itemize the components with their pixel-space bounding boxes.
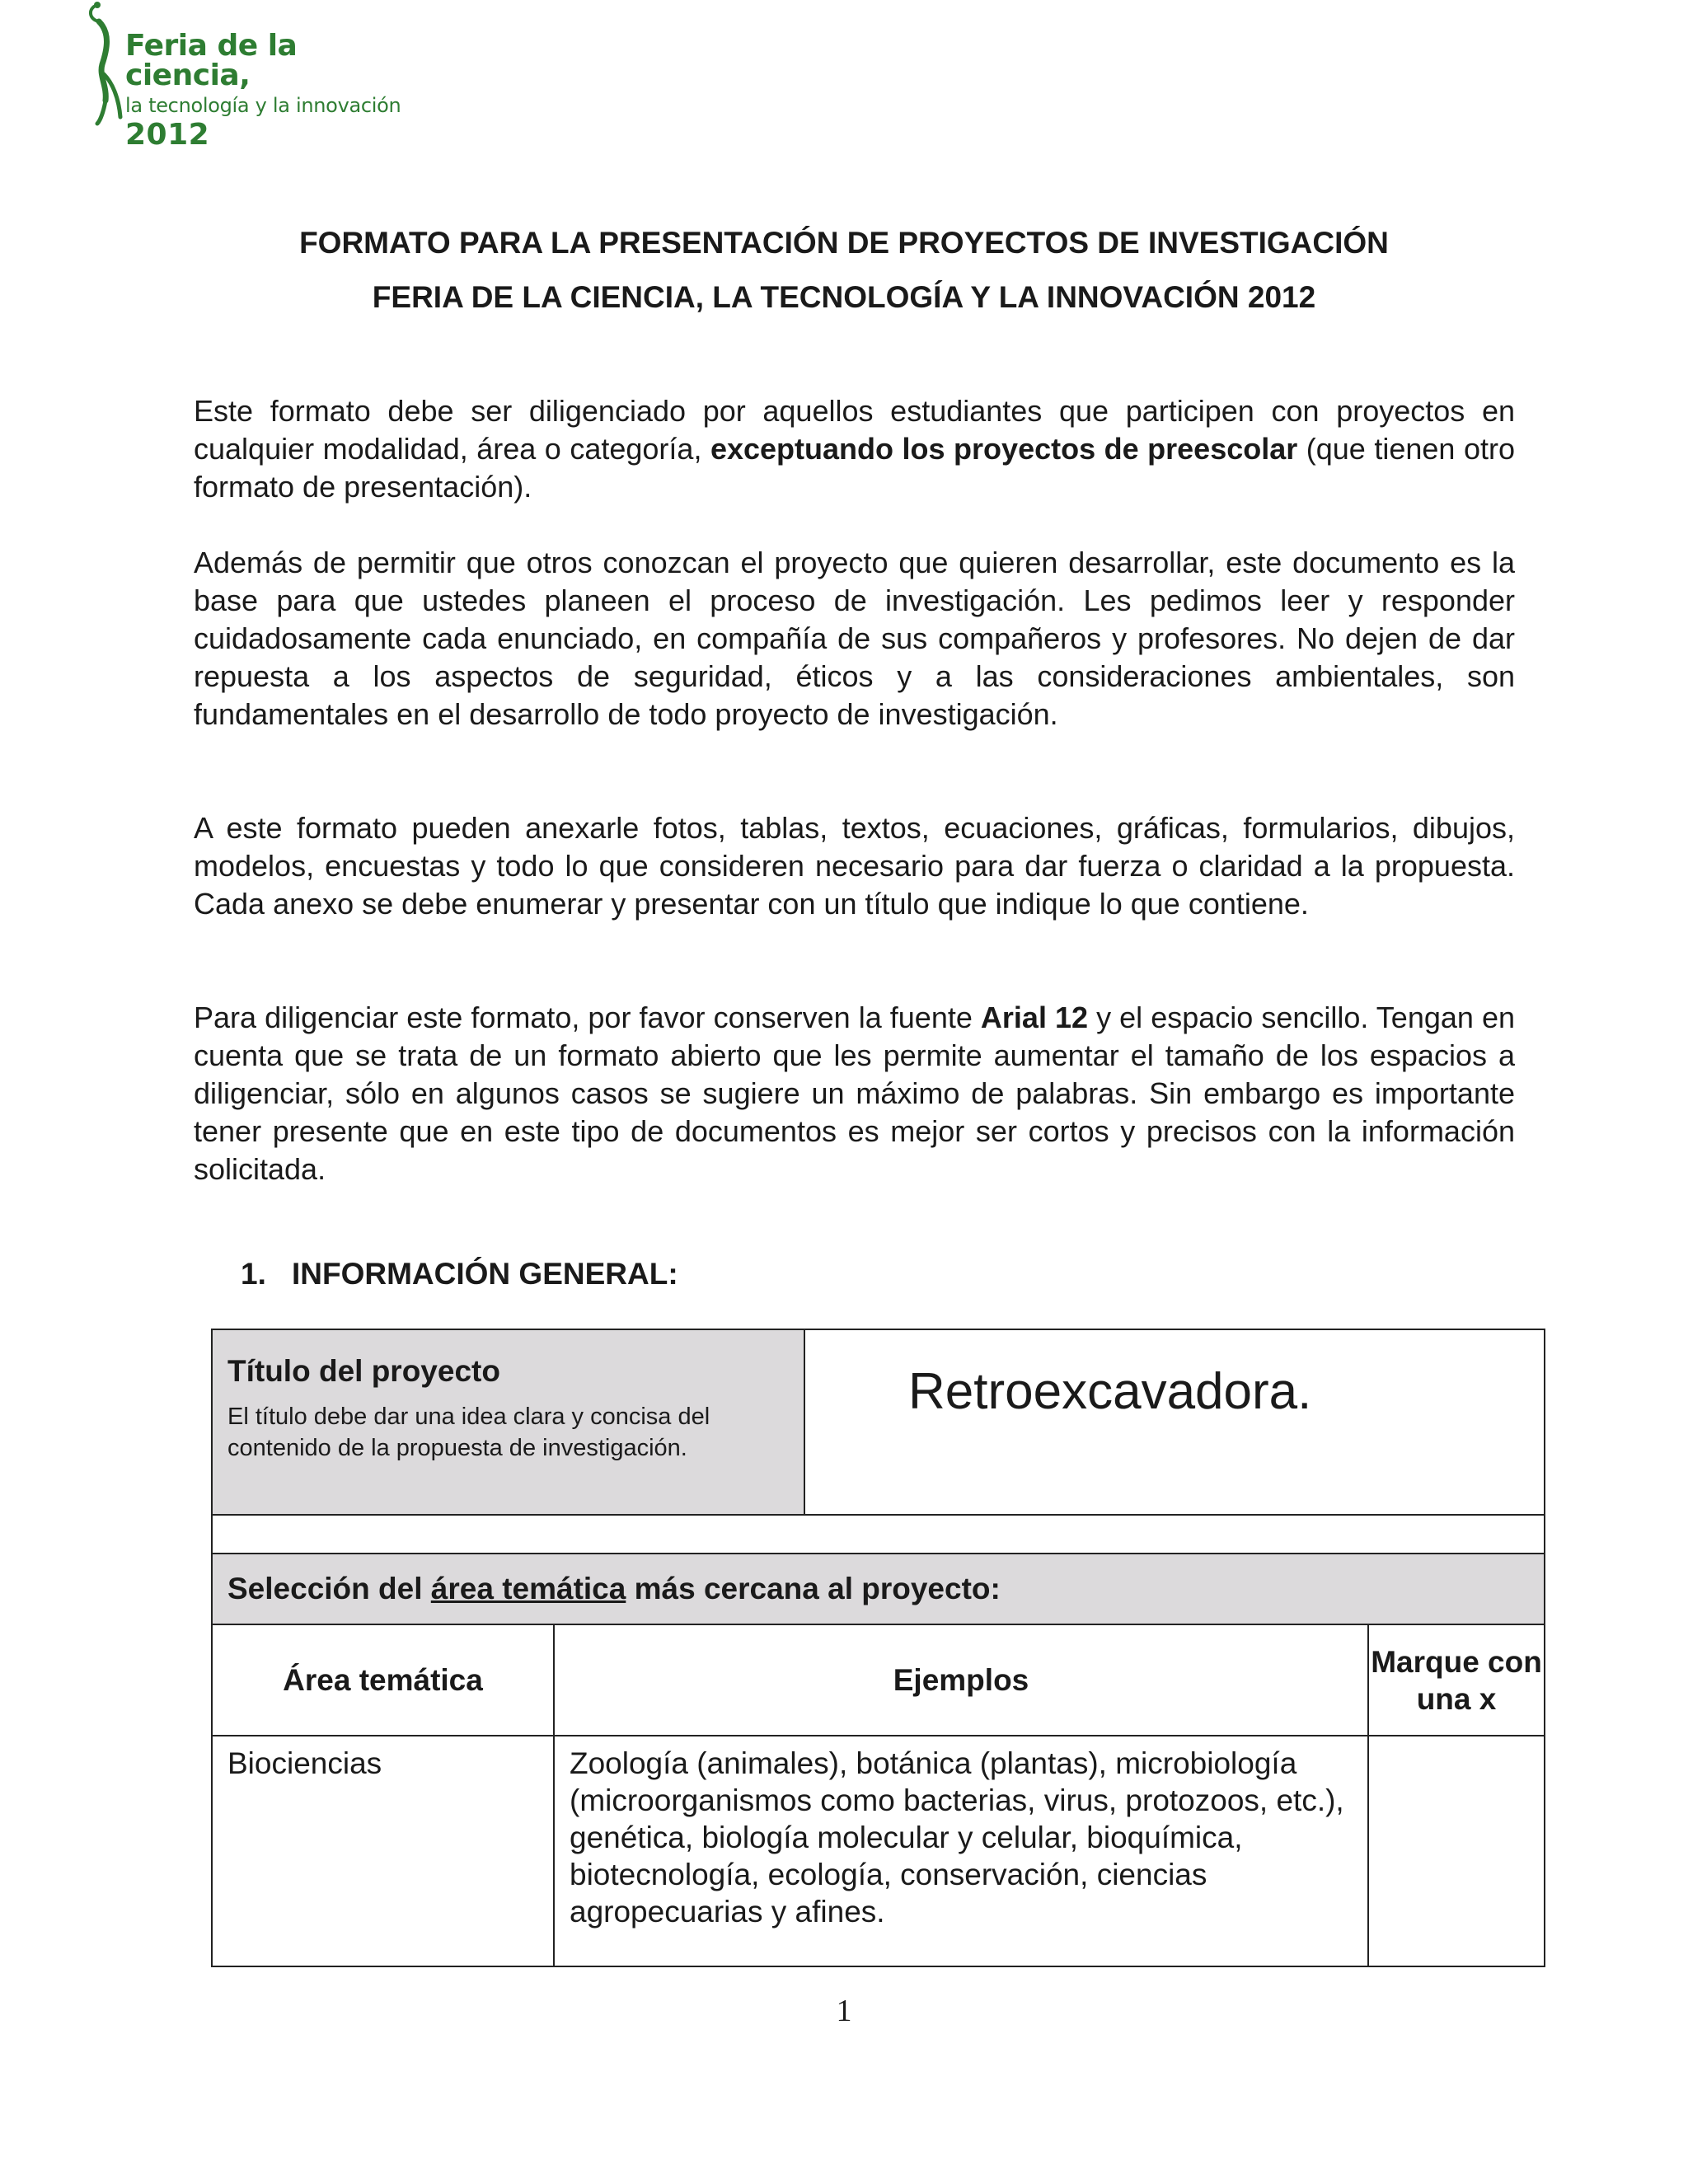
selection-text-end: más cercana al proyecto: [626, 1572, 1001, 1605]
title-line-2: FERIA DE LA CIENCIA, LA TECNOLOGÍA Y LA INNOVACIÓN 2012 [372, 280, 1316, 314]
general-info-table [211, 1329, 1545, 1967]
selection-underlined-text: área temática [430, 1572, 626, 1605]
fair-logo [82, 0, 429, 152]
p1-text-end: (que tienen otro formato de presentación). [194, 432, 1515, 504]
area-cell: Biociencias [212, 1736, 554, 1966]
document-title [0, 216, 1688, 325]
title-line-1: FORMATO PARA LA PRESENTACIÓN DE PROYECTOS DE INVESTIGACIÓN [299, 226, 1389, 260]
p4-text-end: y el espacio sencillo. Tengan en cuenta que se trata de un formato abierto que les permite aumentar el tamaño de los espacios a diligenciar, sólo en algunos casos se sugiere un máximo de palabras. Sin embargo es importante tener presente que en este tipo de documentos es mejor ser cortos y precisos con la información solicitada. [194, 1001, 1515, 1186]
intro-paragraph-4 [194, 999, 1515, 1188]
selection-text-start: Selección del [227, 1572, 431, 1605]
intro-paragraph-3: A este formato pueden anexarle fotos, tablas, textos, ecuaciones, gráficas, formularios, dibujos, modelos, encuestas y todo lo que consideren necesario para dar fuerza o claridad a la propuesta. Cada anexo se debe enumerar y presentar con un título que indique lo que contiene. [194, 811, 1515, 921]
header-row [212, 1624, 1545, 1736]
intro-paragraph-1 [194, 392, 1515, 506]
spacer-row [212, 1515, 1545, 1554]
spacer-cell [212, 1515, 1545, 1554]
title-label-cell [212, 1329, 804, 1515]
title-label: Título del proyecto [227, 1354, 500, 1388]
p1-bold-text: exceptuando los proyectos de preescolar [710, 432, 1298, 466]
logo-line-2: la tecnología y la innovación [125, 94, 401, 117]
scientist-figure-icon [82, 0, 132, 132]
header-area: Área temática [212, 1624, 554, 1736]
selection-heading-cell [212, 1554, 1545, 1624]
page-number: 1 [836, 1994, 852, 2028]
title-value-field[interactable] [804, 1329, 1545, 1515]
selection-row [212, 1554, 1545, 1624]
examples-cell: Zoología (animales), botánica (plantas), microbiología (microorganismos como bacterias, virus, protozoos, etc.), genética, biología molecular y celular, bioquímica, biotecnología, ecología, conservación, ciencias agropecuarias y afines. [554, 1736, 1368, 1966]
header-mark: Marque con una x [1368, 1624, 1545, 1736]
table-row [212, 1736, 1545, 1966]
title-value: Retroexcavadora. [908, 1363, 1312, 1420]
section-number: 1. [241, 1257, 266, 1291]
p4-text-start: Para diligenciar este formato, por favor conserven la fuente [194, 1001, 981, 1034]
title-help-text: El título debe dar una idea clara y concisa del contenido de la propuesta de investigación. [227, 1404, 710, 1461]
p4-bold-text: Arial 12 [980, 1001, 1089, 1034]
logo-line-3: 2012 [125, 118, 210, 152]
p1-text-start: Este formato debe ser diligenciado por aquellos estudiantes que participen con proyectos en cualquier modalidad, área o categoría, [194, 394, 1515, 466]
mark-checkbox-cell[interactable] [1368, 1736, 1545, 1966]
section-1-heading [241, 1255, 678, 1293]
header-examples: Ejemplos [554, 1624, 1368, 1736]
selection-heading [227, 1572, 1001, 1605]
logo-line-1: Feria de la ciencia, [125, 29, 298, 92]
intro-paragraph-2: Además de permitir que otros conozcan el proyecto que quieren desarrollar, este documento es la base para que ustedes planeen el proceso de investigación. Les pedimos leer y responder cuidadosamente cada enunciado, en compañía de sus compañeros y profesores. No dejen de dar repuesta a los aspectos de seguridad, éticos y a las consideraciones ambientales, son fundamentales en el desarrollo de todo proyecto de investigación. [194, 546, 1515, 731]
logo-text [125, 31, 429, 150]
section-title: INFORMACIÓN GENERAL: [292, 1257, 678, 1291]
title-row [212, 1329, 1545, 1515]
